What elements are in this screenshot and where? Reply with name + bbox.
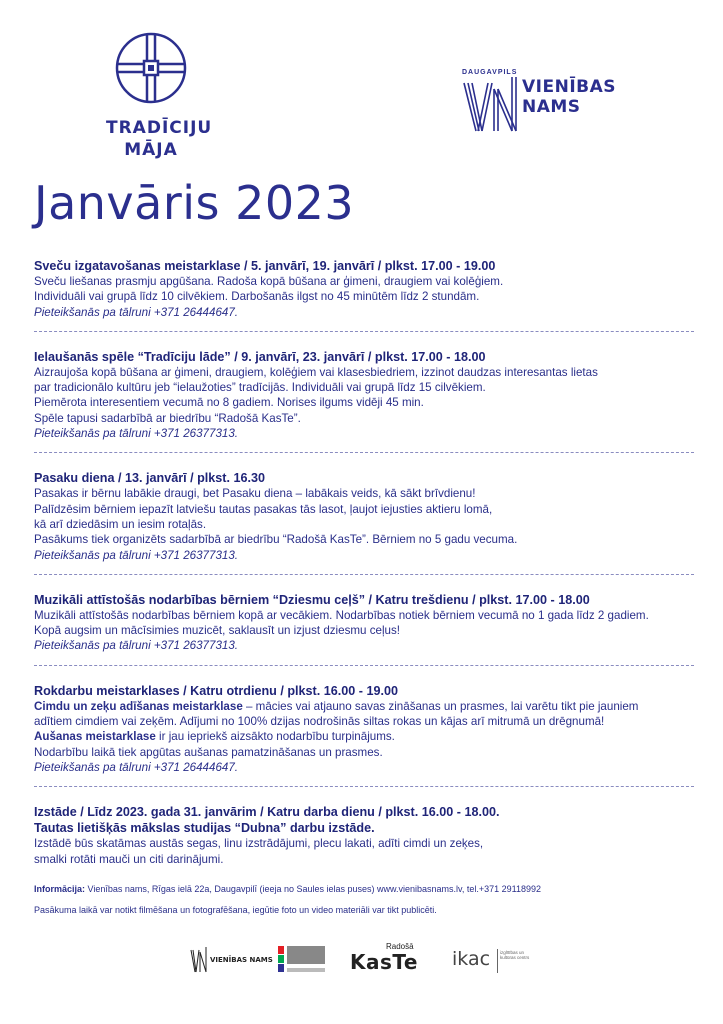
event-3 bbox=[34, 470, 694, 562]
event-registration: Pieteikšanās pa tālruni +371 26444647. bbox=[34, 760, 239, 774]
logo-city: DAUGAVPILS bbox=[462, 69, 518, 76]
event-1 bbox=[34, 258, 694, 320]
subheading: Cimdu un zeķu adīšanas meistarklase bbox=[34, 699, 243, 713]
info-line bbox=[34, 883, 694, 895]
partner-logos bbox=[190, 942, 530, 978]
info-footer bbox=[34, 883, 694, 916]
event-subheading: Tautas lietišķās mākslas studijas “Dubna” darbu izstāde. bbox=[34, 821, 375, 836]
event-heading: Muzikāli attīstošās nodarbības bērniem “Dziesmu ceļš” / Katru trešdienu / plkst. 17.00 - 18.00 bbox=[34, 592, 590, 607]
event-heading: Ielaušanās spēle “Tradīciju lāde” / 9. janvārī, 23. janvārī / plkst. 17.00 - 18.00 bbox=[34, 349, 486, 364]
divider bbox=[34, 452, 694, 453]
tradiciju-maja-emblem-icon bbox=[113, 30, 189, 106]
partner-2-emblem-icon bbox=[278, 944, 326, 976]
divider bbox=[34, 665, 694, 666]
event-text: Sveču liešanas prasmju apgūšana. Radoša kopā būšana ar ģimeni, draugiem vai kolēģiem. bbox=[34, 275, 504, 288]
logo-line-1: TRADĪCIJU bbox=[106, 118, 213, 138]
event-registration: Pieteikšanās pa tālruni +371 26377313. bbox=[34, 427, 239, 441]
event-text bbox=[34, 699, 694, 714]
info-note: Pasākuma laikā var notikt filmēšana un fotografēšana, iegūtie foto un video materiāli var tikt publicēti. bbox=[34, 905, 437, 915]
event-text: Izstādē būs skatāmas austās segas, linu izstrādājumi, plecu lakati, adīti cimdi un zeķes, bbox=[34, 837, 484, 851]
divider bbox=[34, 574, 694, 575]
event-4 bbox=[34, 592, 694, 654]
logo-line-2: MĀJA bbox=[124, 140, 178, 160]
event-text: Aizraujoša kopā būšana ar ģimeni, draugiem, kolēģiem vai klasesbiedriem, izzinot daudzas interesantas lietas bbox=[34, 365, 598, 379]
subheading: Aušanas meistarklase bbox=[34, 730, 156, 744]
event-text: Individuāli vai grupā līdz 10 cilvēkiem. Darbošanās ilgst no 45 minūtēm līdz 2 stundām. bbox=[34, 290, 480, 304]
partner-ikac-divider bbox=[497, 949, 498, 973]
event-text-span: – mācies vai atjauno savas zināšanas un prasmes, lai varētu tikt pie jauniem bbox=[242, 699, 639, 713]
vn-mark-icon bbox=[462, 75, 518, 137]
partner-ikac-name: ikac bbox=[452, 948, 491, 970]
vn-small-mark-icon bbox=[190, 946, 208, 974]
event-text: adītiem cimdiem vai zeķēm. Adījumi no 100% dzijas nodrošinās siltas rokas un kājas arī mitrumā un drēgnumā! bbox=[34, 715, 605, 729]
page-title: Janvāris 2023 bbox=[34, 176, 355, 230]
event-heading: Rokdarbu meistarklases / Katru otrdienu / plkst. 16.00 - 19.00 bbox=[34, 683, 398, 698]
event-text: smalki rotāti mauči un citi darinājumi. bbox=[34, 852, 224, 866]
event-text: Spēle tapusi sadarbībā ar biedrību “Radošā KasTe”. bbox=[34, 411, 301, 425]
event-registration: Pieteikšanās pa tālruni +371 26377313. bbox=[34, 548, 239, 562]
event-text bbox=[34, 729, 694, 744]
event-6 bbox=[34, 804, 694, 867]
info-text: Vienības nams, Rīgas ielā 22a, Daugavpilī (ieeja no Saules ielas puses) www.vienibasnams.lv, tel.+371 29118992 bbox=[85, 884, 542, 894]
event-5 bbox=[34, 683, 694, 775]
partner-vn-name: VIENĪBAS NAMS bbox=[210, 956, 273, 964]
event-heading: Pasaku diena / 13. janvārī / plkst. 16.30 bbox=[34, 471, 266, 486]
vienibas-nams-logo bbox=[462, 55, 662, 125]
event-text: Palīdzēsim bērniem iepazīt latviešu tautas pasakas tās lasot, ļaujot iejusties aktieru lomā, bbox=[34, 502, 493, 516]
event-text: Pasakas ir bērnu labākie draugi, bet Pasaku diena – labākais veids, kā sākt brīvdienu! bbox=[34, 487, 476, 501]
event-text: Nodarbību laikā tiek apgūtas aušanas pamatzināšanas un prasmes. bbox=[34, 745, 383, 759]
event-2 bbox=[34, 349, 694, 441]
event-text: Pasākums tiek organizēts sadarbībā ar biedrību “Radošā KasTe”. Bērniem no 5 gadu vecuma. bbox=[34, 533, 518, 547]
partner-ikac bbox=[452, 948, 532, 976]
event-text-span: ir jau iepriekš aizsākto nodarbību turpinājums. bbox=[155, 730, 395, 744]
event-heading: Izstāde / Līdz 2023. gada 31. janvārim / Katru darba dienu / plkst. 16.00 - 18.00. bbox=[34, 805, 500, 820]
events-list bbox=[34, 258, 694, 867]
divider bbox=[34, 331, 694, 332]
partner-logo-2 bbox=[278, 944, 326, 976]
event-heading: Sveču izgatavošanas meistarklase / 5. janvārī, 19. janvārī / plkst. 17.00 - 19.00 bbox=[34, 259, 496, 273]
event-text: Kopā augsim un mācīsimies muzicēt, saklausīt un izjust dziesmu ceļus! bbox=[34, 624, 400, 638]
partner-kaste-top: Radošā bbox=[386, 942, 414, 951]
partner-ikac-note: izglītības un kultūras centrs bbox=[500, 950, 530, 960]
event-registration: Pieteikšanās pa tālruni +371 26377313. bbox=[34, 639, 239, 653]
event-registration: Pieteikšanās pa tālruni +371 26444647. bbox=[34, 305, 239, 319]
tradiciju-maja-logo bbox=[106, 30, 213, 161]
partner-vienibas-nams bbox=[190, 946, 273, 976]
divider bbox=[34, 786, 694, 787]
event-text: par tradicionālo kultūru jeb “ielaužoties” tradīcijās. Individuāli vai grupā līdz 15 cilvēkiem. bbox=[34, 381, 486, 395]
event-text: kā arī dziedāsim un iesim rotaļās. bbox=[34, 517, 207, 531]
info-label: Informācija: bbox=[34, 884, 86, 894]
event-text: Piemērota interesentiem vecumā no 8 gadiem. Norises ilgums vidēji 45 min. bbox=[34, 396, 424, 410]
logo-name: VIENĪBAS NAMS bbox=[522, 77, 617, 117]
partner-kaste: KasTe bbox=[350, 950, 418, 974]
partner-radosa-kaste bbox=[350, 942, 420, 978]
event-text: Muzikāli attīstošās nodarbības bērniem kopā ar vecākiem. Nodarbības notiek bērniem vecumā no 1 gada līdz 2 gadiem. bbox=[34, 608, 649, 622]
